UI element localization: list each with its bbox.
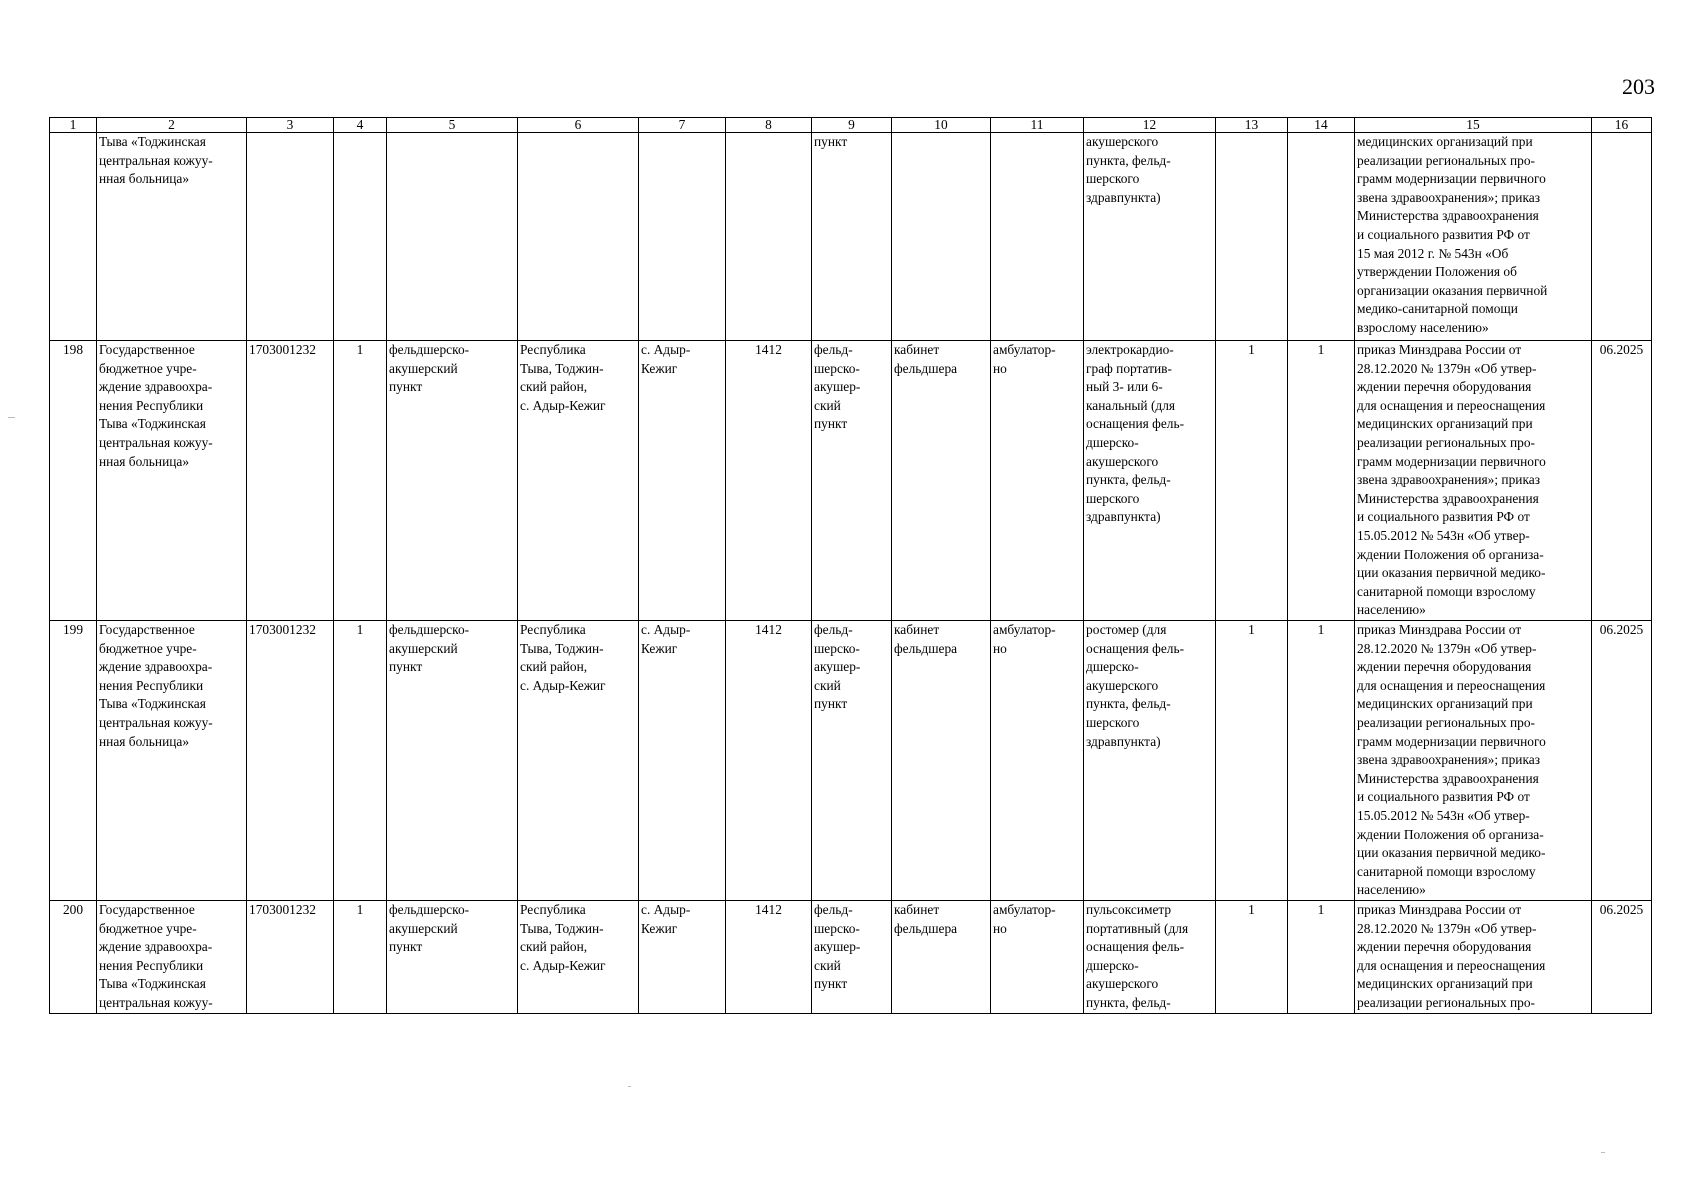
cell-equipment: пульсоксиметр портативный (для оснащения фель- дшерско- акушерского пункта, фельд-: [1084, 901, 1216, 1014]
cell-col4: [334, 133, 387, 341]
cell-address: [518, 133, 639, 341]
cell-unit-type: фельдшерско- акушерский пункт: [387, 621, 518, 901]
cell-unit-type: фельдшерско- акушерский пункт: [387, 901, 518, 1014]
cell-care-mode: [991, 133, 1084, 341]
cell-settlement: [639, 133, 726, 341]
cell-col14: 1: [1288, 621, 1355, 901]
cell-care-mode: амбулатор- но: [991, 341, 1084, 621]
column-header: 2: [97, 118, 247, 133]
cell-address: Республика Тыва, Тоджин- ский район, с. Адыр-Кежиг: [518, 341, 639, 621]
cell-subdivision: фельд- шерско- акушер- ский пункт: [812, 901, 892, 1014]
cell-subdivision: фельд- шерско- акушер- ский пункт: [812, 621, 892, 901]
cell-row-number: 199: [50, 621, 97, 901]
cell-col4: 1: [334, 901, 387, 1014]
column-header: 13: [1216, 118, 1288, 133]
cell-address: Республика Тыва, Тоджин- ский район, с. Адыр-Кежиг: [518, 621, 639, 901]
cell-room: кабинет фельдшера: [892, 621, 991, 901]
cell-date: 06.2025: [1592, 341, 1652, 621]
cell-room: [892, 133, 991, 341]
cell-col8: [726, 133, 812, 341]
column-number-row: [50, 118, 1652, 133]
cell-organization: Государственное бюджетное учре- ждение здравоохра- нения Республики Тыва «Тоджинская центральная кожуу-: [97, 901, 247, 1014]
column-header: 6: [518, 118, 639, 133]
cell-inn: 1703001232: [247, 341, 334, 621]
cell-row-number: 200: [50, 901, 97, 1014]
cell-col13: 1: [1216, 621, 1288, 901]
scan-artifact: [628, 1086, 631, 1087]
cell-organization: Государственное бюджетное учре- ждение здравоохра- нения Республики Тыва «Тоджинская центральная кожуу- нная больница»: [97, 621, 247, 901]
column-header: 3: [247, 118, 334, 133]
cell-row-number: [50, 133, 97, 341]
page-number: 203: [1622, 74, 1655, 99]
cell-col13: 1: [1216, 901, 1288, 1014]
cell-unit-type: фельдшерско- акушерский пункт: [387, 341, 518, 621]
cell-care-mode: амбулатор- но: [991, 901, 1084, 1014]
column-header: 5: [387, 118, 518, 133]
column-header: 4: [334, 118, 387, 133]
cell-date: 06.2025: [1592, 901, 1652, 1014]
cell-address: Республика Тыва, Тоджин- ский район, с. Адыр-Кежиг: [518, 901, 639, 1014]
scan-artifact: [1601, 1152, 1605, 1153]
column-header: 7: [639, 118, 726, 133]
column-header: 9: [812, 118, 892, 133]
cell-unit-type: [387, 133, 518, 341]
column-header: 12: [1084, 118, 1216, 133]
cell-col13: 1: [1216, 341, 1288, 621]
cell-equipment: ростомер (для оснащения фель- дшерско- акушерского пункта, фельд- шерского здравпункта): [1084, 621, 1216, 901]
cell-equipment: электрокардио- граф портатив- ный 3- или 6- канальный (для оснащения фель- дшерско- акушерского пункта, фельд- шерского здравпункта): [1084, 341, 1216, 621]
cell-col4: 1: [334, 621, 387, 901]
column-header: 11: [991, 118, 1084, 133]
cell-settlement: с. Адыр- Кежиг: [639, 901, 726, 1014]
column-header: 1: [50, 118, 97, 133]
cell-col13: [1216, 133, 1288, 341]
cell-date: [1592, 133, 1652, 341]
cell-date: 06.2025: [1592, 621, 1652, 901]
cell-col14: [1288, 133, 1355, 341]
scan-artifact: [8, 417, 15, 418]
cell-col8: 1412: [726, 621, 812, 901]
cell-subdivision: пункт: [812, 133, 892, 341]
cell-inn: 1703001232: [247, 621, 334, 901]
cell-legal-basis: приказ Минздрава России от 28.12.2020 № 1379н «Об утвер- ждении перечня оборудования для оснащения и переоснащения медицинских организаций при реализации региональных про- грамм модернизации первичного звена здравоохранения»; приказ Министерства здравоохранения и социального развития РФ от 15.05.2012 № 543н «Об утвер- ждении Положения об организа- ции оказания первичной медико- санитарной помощи взрослому населению»: [1355, 621, 1592, 901]
table-row: [50, 341, 1652, 621]
cell-subdivision: фельд- шерско- акушер- ский пункт: [812, 341, 892, 621]
cell-legal-basis: медицинских организаций при реализации региональных про- грамм модернизации первичного звена здравоохранения»; приказ Министерства здравоохранения и социального развития РФ от 15 мая 2012 г. № 543н «Об утверждении Положения об организации оказания первичной медико-санитарной помощи взрослому населению»: [1355, 133, 1592, 341]
cell-organization: Государственное бюджетное учре- ждение здравоохра- нения Республики Тыва «Тоджинская центральная кожуу- нная больница»: [97, 341, 247, 621]
cell-equipment: акушерского пункта, фельд- шерского здравпункта): [1084, 133, 1216, 341]
cell-col14: 1: [1288, 341, 1355, 621]
column-header: 8: [726, 118, 812, 133]
cell-row-number: 198: [50, 341, 97, 621]
cell-room: кабинет фельдшера: [892, 901, 991, 1014]
cell-col4: 1: [334, 341, 387, 621]
column-header: 14: [1288, 118, 1355, 133]
column-header: 16: [1592, 118, 1652, 133]
cell-settlement: с. Адыр- Кежиг: [639, 621, 726, 901]
cell-settlement: с. Адыр- Кежиг: [639, 341, 726, 621]
cell-col8: 1412: [726, 341, 812, 621]
cell-col8: 1412: [726, 901, 812, 1014]
cell-organization: Тыва «Тоджинская центральная кожуу- нная больница»: [97, 133, 247, 341]
cell-legal-basis: приказ Минздрава России от 28.12.2020 № 1379н «Об утвер- ждении перечня оборудования для оснащения и переоснащения медицинских организаций при реализации региональных про- грамм модернизации первичного звена здравоохранения»; приказ Министерства здравоохранения и социального развития РФ от 15.05.2012 № 543н «Об утвер- ждении Положения об организа- ции оказания первичной медико- санитарной помощи взрослому населению»: [1355, 341, 1592, 621]
cell-inn: [247, 133, 334, 341]
table-row: [50, 621, 1652, 901]
equipment-table: [49, 117, 1652, 1014]
column-header: 10: [892, 118, 991, 133]
column-header: 15: [1355, 118, 1592, 133]
table-row-continuation: [50, 133, 1652, 341]
cell-legal-basis: приказ Минздрава России от 28.12.2020 № 1379н «Об утвер- ждении перечня оборудования для оснащения и переоснащения медицинских организаций при реализации региональных про-: [1355, 901, 1592, 1014]
table-row: [50, 901, 1652, 1014]
cell-col14: 1: [1288, 901, 1355, 1014]
cell-inn: 1703001232: [247, 901, 334, 1014]
cell-room: кабинет фельдшера: [892, 341, 991, 621]
cell-care-mode: амбулатор- но: [991, 621, 1084, 901]
